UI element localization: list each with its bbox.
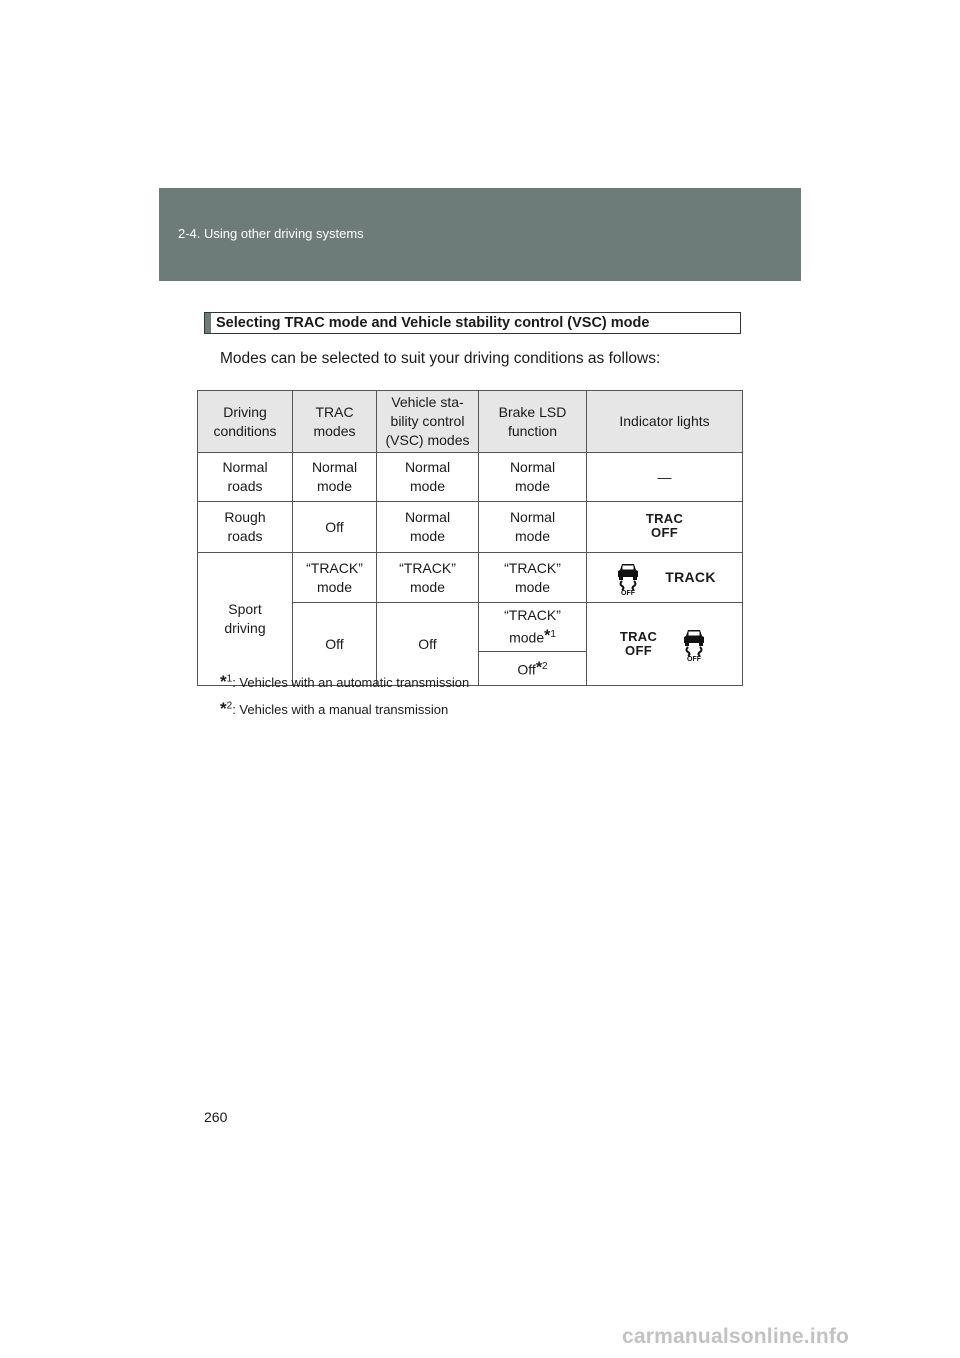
footnote-text: : Vehicles with a manual transmission bbox=[232, 702, 449, 717]
cell-trac: “TRACK” mode bbox=[293, 553, 377, 603]
icon-off-text: OFF bbox=[621, 589, 636, 595]
cell-indicator: — bbox=[587, 453, 743, 502]
heading-accent-bar bbox=[205, 313, 211, 333]
footnote-mark: 1 bbox=[550, 629, 556, 641]
table-row bbox=[198, 553, 743, 603]
trac-off-indicator: TRAC OFF bbox=[645, 511, 684, 540]
footnote-2 bbox=[220, 699, 448, 719]
trac-off-indicator: TRAC OFF bbox=[619, 629, 658, 658]
footnote-mark: 1 bbox=[226, 673, 233, 685]
cell-trac: Off bbox=[293, 502, 377, 553]
footnote-star: * bbox=[544, 627, 551, 645]
section-heading bbox=[204, 312, 741, 334]
cell-condition: Sport driving bbox=[198, 553, 293, 686]
cell-indicator bbox=[587, 603, 743, 686]
footnote-1 bbox=[220, 672, 469, 692]
cell-lsd: Normal mode bbox=[479, 453, 587, 502]
cell-lsd bbox=[479, 603, 587, 652]
footnote-star: * bbox=[535, 659, 543, 677]
table-row bbox=[198, 502, 743, 553]
cell-trac: Off bbox=[293, 603, 377, 686]
cell-condition: Rough roads bbox=[198, 502, 293, 553]
footnote-mark: 2 bbox=[226, 700, 233, 712]
header-band bbox=[159, 188, 801, 281]
header-driving-conditions: Driving conditions bbox=[198, 391, 293, 453]
lsd-off: Off bbox=[517, 661, 536, 678]
cell-lsd: Normal mode bbox=[479, 502, 587, 553]
vsc-off-icon bbox=[613, 561, 643, 595]
icon-off-text: OFF bbox=[687, 656, 702, 661]
watermark: carmanualsonline.info bbox=[622, 1325, 850, 1348]
modes-table bbox=[197, 390, 743, 686]
cell-indicator bbox=[587, 553, 743, 603]
vsc-off-icon bbox=[679, 627, 709, 661]
cell-lsd bbox=[479, 652, 587, 686]
footnote-text: : Vehicles with an automatic transmission bbox=[232, 675, 470, 690]
track-indicator: TRACK bbox=[665, 569, 716, 585]
table-header-row bbox=[198, 391, 743, 453]
cell-vsc: Normal mode bbox=[377, 453, 479, 502]
header-vsc-modes: Vehicle sta- bility control (VSC) modes bbox=[377, 391, 479, 453]
intro-text: Modes can be selected to suit your driving conditions as follows: bbox=[220, 350, 661, 367]
cell-vsc: “TRACK” mode bbox=[377, 553, 479, 603]
cell-vsc: Normal mode bbox=[377, 502, 479, 553]
cell-condition: Normal roads bbox=[198, 453, 293, 502]
header-trac-modes: TRAC modes bbox=[293, 391, 377, 453]
section-title: 2-4. Using other driving systems bbox=[178, 226, 364, 241]
heading-text: Selecting TRAC mode and Vehicle stability control (VSC) mode bbox=[216, 315, 650, 331]
cell-indicator bbox=[587, 502, 743, 553]
footnote-star: * bbox=[220, 672, 227, 691]
lsd-track-mode: “TRACK” mode bbox=[504, 607, 561, 646]
footnote-star: * bbox=[220, 699, 227, 718]
page-number: 260 bbox=[204, 1109, 228, 1125]
cell-vsc: Off bbox=[377, 603, 479, 686]
header-brake-lsd: Brake LSD function bbox=[479, 391, 587, 453]
footnote-mark: 2 bbox=[542, 661, 548, 673]
header-indicator-lights: Indicator lights bbox=[587, 391, 743, 453]
cell-lsd: “TRACK” mode bbox=[479, 553, 587, 603]
cell-trac: Normal mode bbox=[293, 453, 377, 502]
table-row bbox=[198, 453, 743, 502]
